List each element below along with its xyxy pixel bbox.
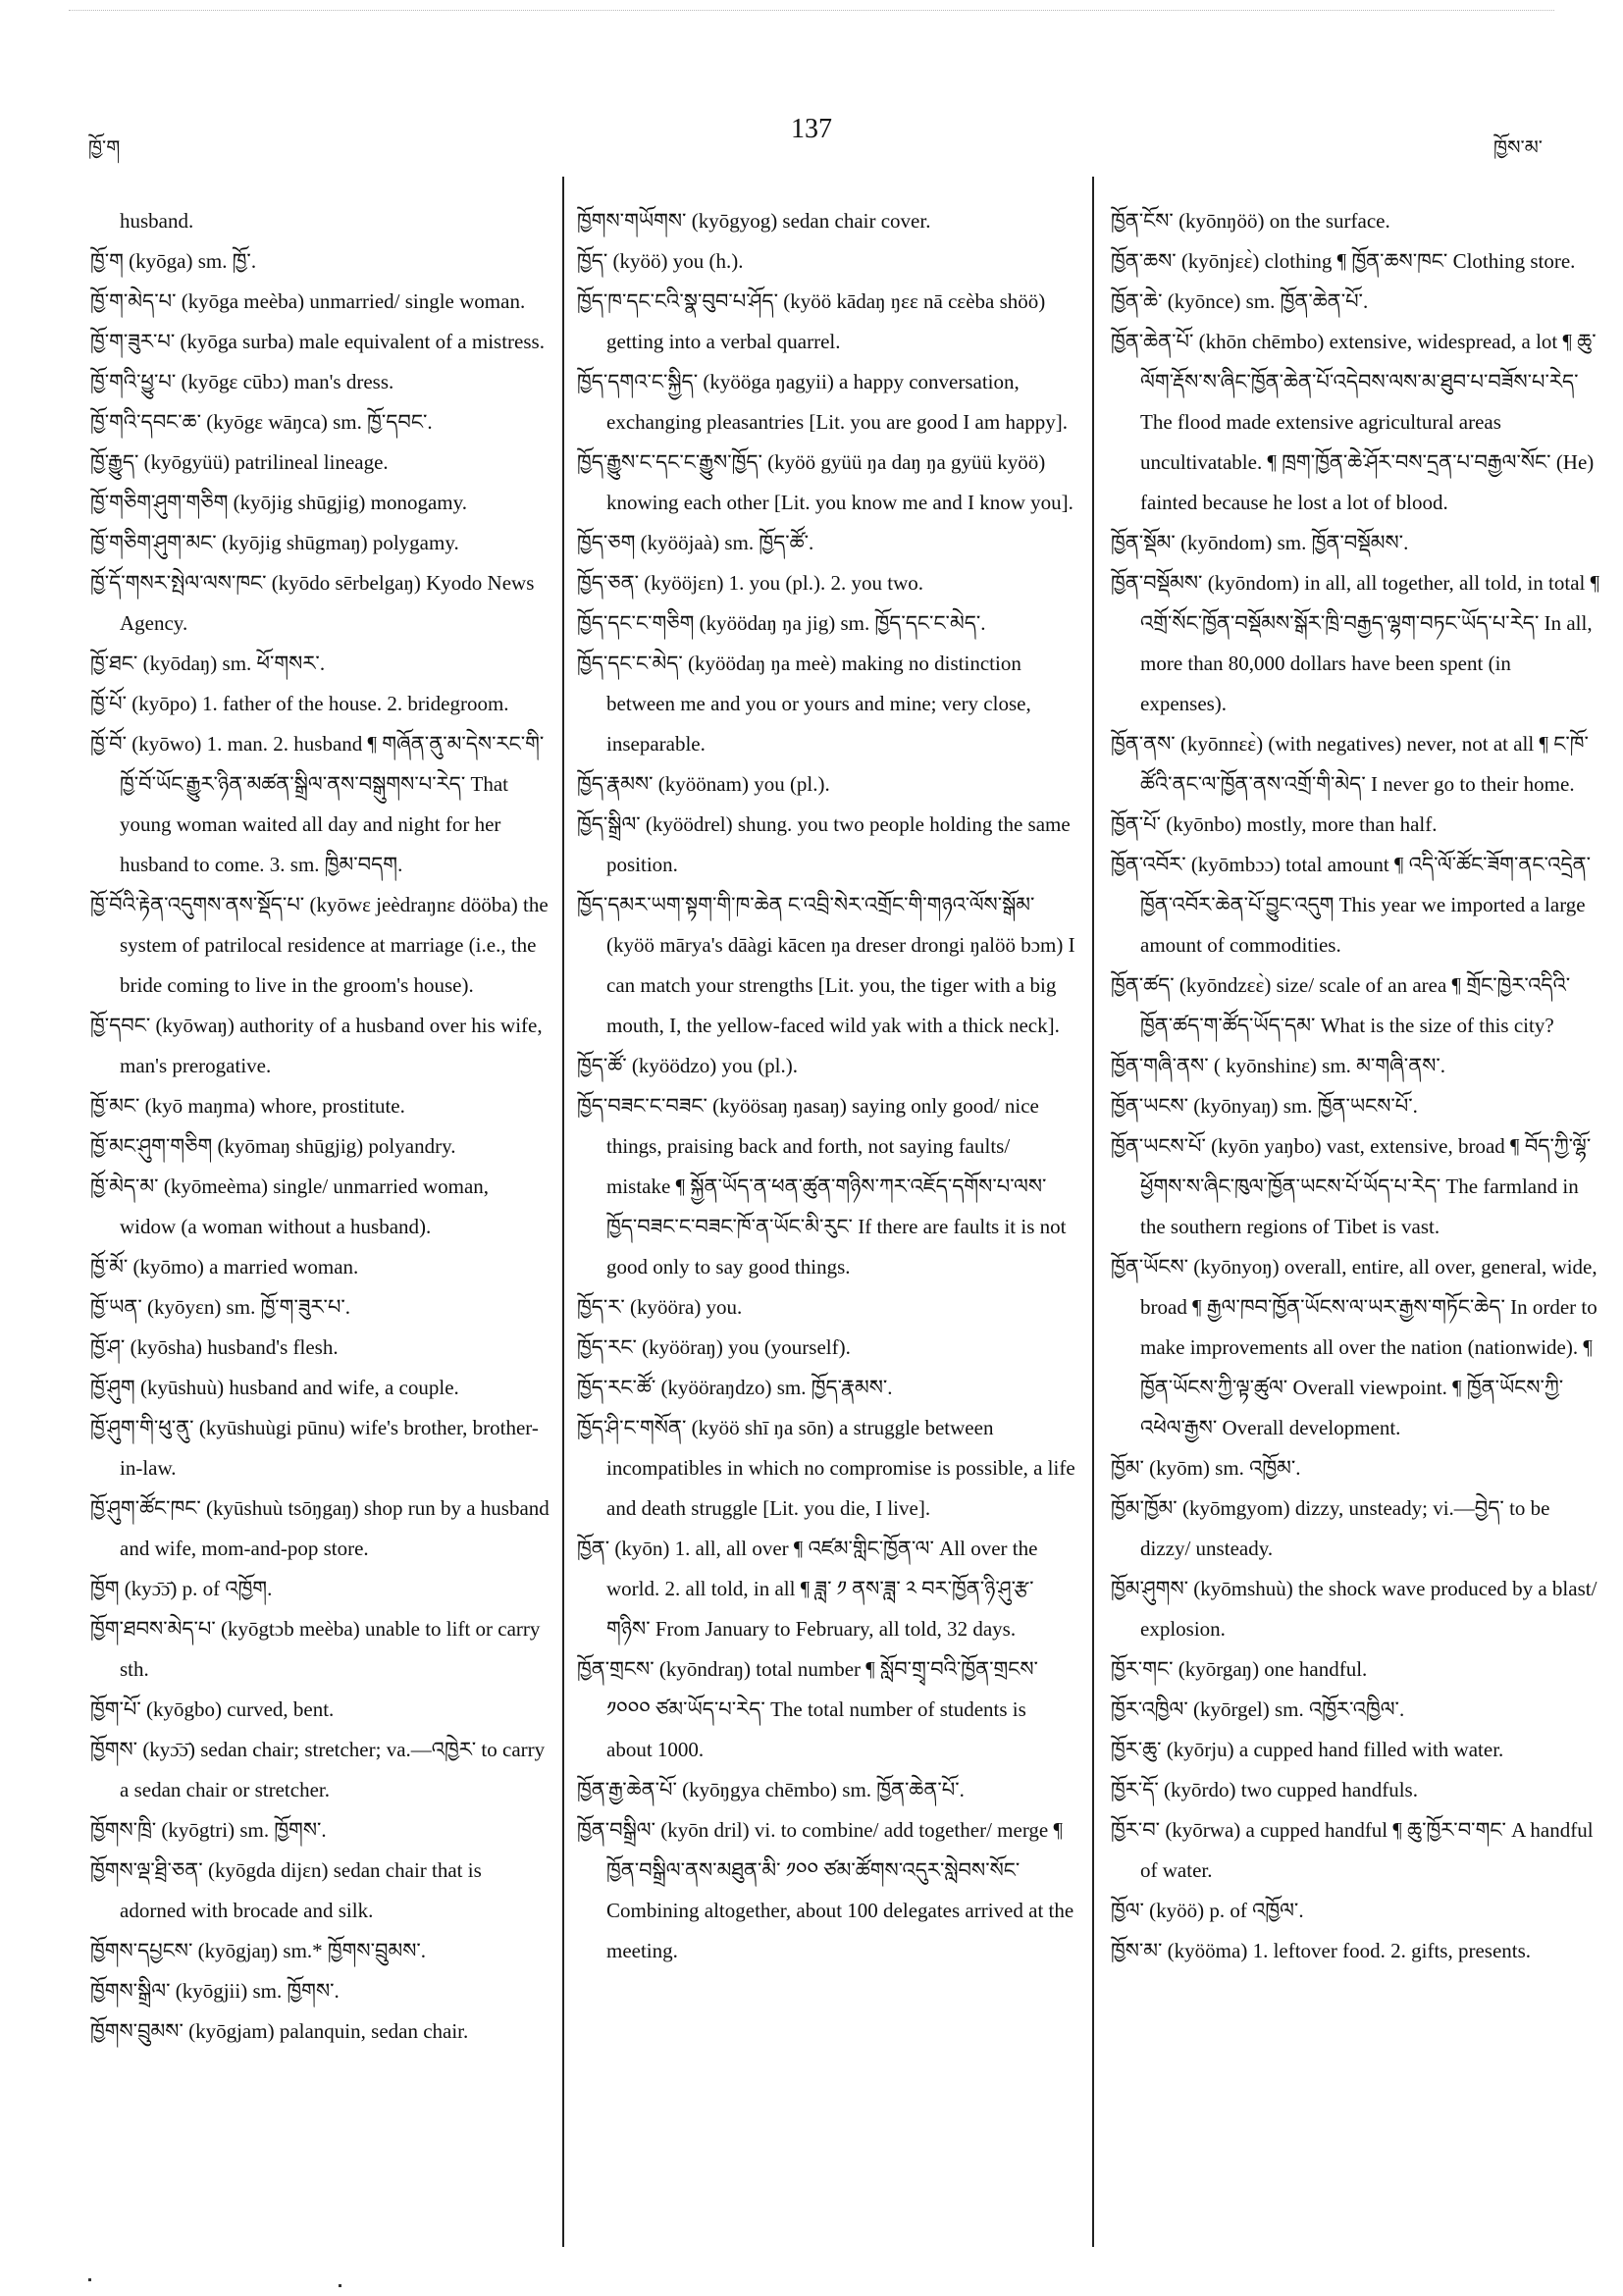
- dictionary-column-3: [1111, 201, 1601, 1971]
- page-number: 137: [791, 114, 832, 144]
- dictionary-entry: ཁྱོ་རྒྱུད་ (kyōgyüü) patrilineal lineage.: [90, 450, 389, 474]
- dictionary-entry: ཁྱོད་ཁ་དང་ངའི་སྣ་བུབ་པ་ཤོད་ (kyöö kādaŋ ŋɛɛ nā cɛèba shöö) getting into a verbal quarrel.: [577, 289, 1046, 353]
- column-divider-2: [1092, 177, 1094, 2247]
- dictionary-entry: ཁྱོད་རང་ཚོ་ (kyööraŋdzo) sm. ཁྱོད་རྣམས་.: [577, 1376, 893, 1399]
- dictionary-entry: ཁྱོ་ཐང་ (kyōdaŋ) sm. ཕོ་གསར་.: [90, 652, 326, 675]
- dictionary-entry: ཁྱོད་དགའ་ང་སྐྱིད་ (kyööga ŋagyii) a happy conversation, exchanging pleasantries [Lit. you are good I am happy].: [577, 370, 1069, 434]
- dictionary-entry: husband.: [120, 209, 194, 233]
- dictionary-entry: ཁྱོད་ར་ (kyööra) you.: [577, 1295, 743, 1319]
- dictionary-entry: ཁྱོར་བ་ (kyōrwa) a cupped handful ¶ ཆུ་ཁྱོར་བ་གང་ A handful of water.: [1111, 1818, 1594, 1882]
- dictionary-entry: ཁྱོ་ཤུག་གི་ཕུ་ནུ་ (kyūshuùgi pūnu) wife's brother, brother-in-law.: [90, 1416, 539, 1480]
- dictionary-entry: ཁྱོགས་ལྡ་ཐྲི་ཅན་ (kyōgda dijɛn) sedan chair that is adorned with brocade and silk.: [90, 1858, 482, 1922]
- dictionary-entry: ཁྱོ་མེད་མ་ (kyōmeèma) single/ unmarried woman, widow (a woman without a husband).: [90, 1174, 490, 1238]
- dictionary-entry: ཁྱོ་གའི་དབང་ཆ་ (kyōgɛ wāŋca) sm. ཁྱོ་དབང་.: [90, 410, 433, 434]
- dictionary-entry: ཁྱོགས་ (kyɔ̄ɔ̄) sedan chair; stretcher; va.—འཁྱེར་ to carry a sedan chair or stretcher.: [90, 1738, 546, 1801]
- dictionary-entry: ཁྱོན་སྡོམ་ (kyōndom) sm. ཁྱོན་བསྡོམས་.: [1111, 531, 1409, 554]
- dictionary-entry: ཁྱོར་འཁྱིལ་ (kyōrgel) sm. འཁྱོར་འཁྱིལ་.: [1111, 1697, 1405, 1721]
- dictionary-entry: ཁྱོན་ནས་ (kyōnnɛɛ̀) (with negatives) never, not at all ¶ ང་ཁོ་ཚོའི་ནང་ལ་ཁྱོན་ནས་འགྲོ་གི་མེད་ I never go to their home.: [1111, 732, 1589, 796]
- dictionary-entry: ཁྱོད་ (kyöö) you (h.).: [577, 249, 744, 273]
- dictionary-entry: ཁྱོ་ཤུག་ཚོང་ཁང་ (kyūshuù tsōŋgaŋ) shop run by a husband and wife, mom-and-pop store.: [90, 1496, 550, 1560]
- scan-speck: [88, 2278, 91, 2281]
- dictionary-entry: ཁྱོ་བོ་ (kyōwo) 1. man. 2. husband ¶ གཞོན་ནུ་མ་དེས་རང་གི་ཁྱོ་བོ་ཡོང་རྒྱུར་ཉིན་མཚན་སྒྲིལ་ནས་བསྒུགས་པ་རེད་ That young woman waited all day and night for her husband to come. 3. sm. ཁྱིམ་བདག.: [90, 732, 545, 876]
- dictionary-entry: ཁྱོད་ཤི་ང་གསོན་ (kyöö shī ŋa sōn) a struggle between incompatibles in which no compromise is possible, a life and death struggle [Lit. you die, I live].: [577, 1416, 1075, 1520]
- dictionary-column-1: [90, 201, 550, 2052]
- dictionary-entry: ཁྱོད་བཟང་ང་བཟང་ (kyöösaŋ ŋasaŋ) saying only good/ nice things, praising back and forth, not saying faults/ mistake ¶ སྐྱོན་ཡོད་ན་ཕན་ཚུན་གཉིས་ཀར་འཇོད་དགོས་པ་ལས་ཁྱོད་བཟང་ང་བཟང་ཁོ་ན་ཡོང་མི་རུང་ If there are faults it is not good only to say good things.: [577, 1094, 1067, 1278]
- dictionary-entry: ཁྱོ་བོའི་རྟེན་འདུགས་ནས་སྡོད་པ་ (kyōwɛ jeèdraŋnɛ dööba) the system of patrilocal residence at marriage (i.e., the bride coming to live in the groom's house).: [90, 893, 549, 997]
- right-guide-word: ཁྱོས་མ་: [1493, 135, 1543, 159]
- dictionary-entry: ཁྱོར་ཆུ་ (kyōrju) a cupped hand filled with water.: [1111, 1738, 1504, 1761]
- top-dotted-rule: [69, 10, 1554, 11]
- dictionary-entry: ཁྱོམ་ཁྱོམ་ (kyōmgyom) dizzy, unsteady; vi.—བྱེད་ to be dizzy/ unsteady.: [1111, 1496, 1550, 1560]
- dictionary-entry: ཁྱོགས་སྒྲིལ་ (kyōgjii) sm. ཁྱོགས་.: [90, 1979, 340, 2003]
- dictionary-entry: ཁྱོན་གཞི་ནས་ ( kyōnshinɛ) sm. མ་གཞི་ནས་.: [1111, 1054, 1446, 1077]
- dictionary-entry: ཁྱོད་ཚོ་ (kyöödzo) you (pl.).: [577, 1054, 799, 1077]
- left-guide-word: ཁྱོ་ག: [88, 135, 121, 159]
- dictionary-entry: ཁྱོས་མ་ (kyööma) 1. leftover food. 2. gifts, presents.: [1111, 1939, 1532, 1962]
- dictionary-entry: ཁྱོ་གའི་ཕྱུ་པ་ (kyōgɛ cūbɔ) man's dress.: [90, 370, 394, 393]
- dictionary-entry: ཁྱོ་མོ་ (kyōmo) a married woman.: [90, 1255, 359, 1278]
- dictionary-entry: ཁྱོ་ག (kyōga) sm. ཁྱོ་.: [90, 249, 257, 273]
- dictionary-entry: ཁྱོད་རྣམས་ (kyöönam) you (pl.).: [577, 772, 830, 796]
- dictionary-entry: ཁྱོན་བསྒྲིལ་ (kyōn dril) vi. to combine/ add together/ merge ¶ ཁྱོན་བསྒྲིལ་ནས་མཐུན་མི་ ༡༠༠ ཙམ་ཚོགས་འདུར་སླེབས་སོང་ Combining altogether, about 100 delegates arrived at the meeting.: [577, 1818, 1074, 1962]
- dictionary-entry: ཁྱོལ་ (kyöö) p. of འཁྱོལ་.: [1111, 1899, 1304, 1922]
- dictionary-column-2: [577, 201, 1075, 1971]
- dictionary-entry: ཁྱོ་ག་ཟུར་པ་ (kyōga surba) male equivalent of a mistress.: [90, 330, 545, 353]
- dictionary-entry: ཁྱོན་ཡོངས་ (kyōnyoŋ) overall, entire, all over, general, wide, broad ¶ རྒྱལ་ཁབ་ཁྱོན་ཡོངས་ལ་ཡར་རྒྱས་གཏོང་ཆེད་ In order to make improvements all over the nation (nationwide). ¶ ཁྱོན་ཡོངས་ཀྱི་ལྟ་ཚུལ་ Overall viewpoint. ¶ ཁྱོན་ཡོངས་ཀྱི་འཕེལ་རྒྱས་ Overall development.: [1111, 1255, 1597, 1439]
- dictionary-entry: ཁྱོན་པོ་ (kyōnbo) mostly, more than half.: [1111, 812, 1438, 836]
- dictionary-entry: ཁྱོགས་དཔྱངས་ (kyōgjaŋ) sm.* ཁྱོགས་བྲུམས་.: [90, 1939, 427, 1962]
- dictionary-entry: ཁྱོགས་གཡོགས་ (kyōgyog) sedan chair cover.: [577, 209, 931, 233]
- dictionary-entry: ཁྱོན་ཆེ་ (kyōnce) sm. ཁྱོན་ཆེན་པོ་.: [1111, 289, 1369, 313]
- dictionary-entry: ཁྱོམ་ (kyōm) sm. འཁྱོམ་.: [1111, 1456, 1301, 1480]
- column-divider-1: [562, 177, 564, 2247]
- dictionary-entry: ཁྱོར་དོ་ (kyōrdo) two cupped handfuls.: [1111, 1778, 1418, 1801]
- dictionary-entry: ཁྱོ་དོ་གསར་སྤེལ་ལས་ཁང་ (kyōdo sērbelgaŋ) Kyodo News Agency.: [90, 571, 535, 635]
- dictionary-entry: ཁྱོད་ཅན་ (kyööjɛn) 1. you (pl.). 2. you two.: [577, 571, 924, 595]
- dictionary-entry: ཁྱོ་མང་ (kyō maŋma) whore, prostitute.: [90, 1094, 405, 1118]
- dictionary-entry: ཁྱོན་ངོས་ (kyōnŋöö) on the surface.: [1111, 209, 1390, 233]
- dictionary-entry: ཁྱོན་བསྡོམས་ (kyōndom) in all, all together, all told, in total ¶ འགྲོ་སོང་ཁྱོན་བསྡོམས་སྒོར་ཁྲི་བརྒྱད་ལྷག་བཏང་ཡོད་པ་རེད་ In all, more than 80,000 dollars have been spent (in expenses).: [1111, 571, 1600, 715]
- dictionary-entry: ཁྱོན་འབོར་ (kyōmbɔɔ) total amount ¶ འདི་ལོ་ཚོང་ཟོག་ནང་འདྲེན་ཁྱོན་འབོར་ཆེན་པོ་བྱུང་འདུག This year we imported a large amount of commodities.: [1111, 853, 1592, 957]
- dictionary-entry: ཁྱོར་གང་ (kyōrgaŋ) one handful.: [1111, 1657, 1368, 1681]
- dictionary-entry: ཁྱོ་ཤུག (kyūshuù) husband and wife, a couple.: [90, 1376, 459, 1399]
- dictionary-entry: ཁྱོག་པོ་ (kyōgbo) curved, bent.: [90, 1697, 335, 1721]
- dictionary-entry: ཁྱོན་ཆེན་པོ་ (khōn chēmbo) extensive, widespread, a lot ¶ ཆུ་ལོག་རྡོས་ས་ཞིང་ཁྱོན་ཆེན་པོ་འདེབས་ལས་མ་ཐུབ་པ་བཟོས་པ་རེད་ The flood made extensive agricultural areas uncultivatable. ¶ ཁྲག་ཁྱོན་ཆེ་ཤོར་བས་དྲན་པ་བརྒྱལ་སོང་ (He) fainted because he lost a lot of blood.: [1111, 330, 1597, 514]
- dictionary-entry: ཁྱོད་རྒྱུས་ང་དང་ང་རྒྱུས་ཁྱོད་ (kyöö gyüü ŋa daŋ ŋa gyüü kyöö) knowing each other [Lit. you know me and I know you].: [577, 450, 1073, 514]
- dictionary-entry: ཁྱོ་པོ་ (kyōpo) 1. father of the house. 2. bridegroom.: [90, 692, 509, 715]
- dictionary-entry: ཁྱོ་ཤ་ (kyōsha) husband's flesh.: [90, 1335, 339, 1359]
- dictionary-entry: ཁྱོག (kyɔ̄ɔ̄) p. of འཁྱོག.: [90, 1577, 273, 1600]
- dictionary-entry: ཁྱོམ་ཤུགས་ (kyōmshuù) the shock wave produced by a blast/ explosion.: [1111, 1577, 1597, 1641]
- dictionary-entry: ཁྱོད་དང་ང་མེད་ (kyöödaŋ ŋa meè) making no distinction between me and you or yours and mine; very close, inseparable.: [577, 652, 1031, 756]
- dictionary-entry: ཁྱོད་རང་ (kyööraŋ) you (yourself).: [577, 1335, 851, 1359]
- dictionary-entry: ཁྱོ་མང་ཤུག་གཅིག (kyōmaŋ shūgjig) polyandry.: [90, 1134, 456, 1158]
- dictionary-entry: ཁྱོ་ཡན་ (kyōyɛn) sm. ཁྱོ་ག་ཟུར་པ་.: [90, 1295, 351, 1319]
- dictionary-entry: ཁྱོག་ཐབས་མེད་པ་ (kyōgtɔb meèba) unable to lift or carry sth.: [90, 1617, 541, 1681]
- dictionary-entry: ཁྱོད་སྒྲིལ་ (kyöödrel) shung. you two people holding the same position.: [577, 812, 1071, 876]
- dictionary-entry: ཁྱོད་དམར་ཡག་སྟག་གི་ཁ་ཆེན ང་འབྲི་སེར་འགྲོང་གི་གཉའ་ལོས་སྒོམ་ (kyöö mārya's dāàgi kācen ŋa dreser drongi ŋalöö bɔm) I can match your strengths [Lit. you, the tiger with a big mouth, I, the yellow-faced wild yak with a thick neck].: [577, 893, 1075, 1037]
- dictionary-entry: ཁྱོན་ཡངས་པོ་ (kyōn yaŋbo) vast, extensive, broad ¶ བོད་ཀྱི་ལྷོ་ཕྱོགས་ས་ཞིང་ཁུལ་ཁྱོན་ཡངས་པོ་ཡོད་པ་རེད་ The farmland in the southern regions of Tibet is vast.: [1111, 1134, 1592, 1238]
- dictionary-entry: ཁྱོད་ཅག (kyööjaà) sm. ཁྱོད་ཚོ་.: [577, 531, 814, 554]
- scan-speck: [339, 2284, 341, 2287]
- dictionary-entry: ཁྱོན་ (kyōn) 1. all, all over ¶ འཛམ་གླིང་ཁྱོན་ལ་ All over the world. 2. all told, in all ¶ ཟླ་ ༡ ནས་ཟླ་ ༢ བར་ཁྱོན་ཉི་ཤུ་རྩ་གཉིས་ From January to February, all told, 32 days.: [577, 1537, 1038, 1641]
- dictionary-entry: ཁྱོན་རྒྱ་ཆེན་པོ་ (kyōŋgya chēmbo) sm. ཁྱོན་ཆེན་པོ་.: [577, 1778, 965, 1801]
- dictionary-entry: ཁྱོ་གཅིག་ཤུག་མང་ (kyōjig shūgmaŋ) polygamy.: [90, 531, 459, 554]
- dictionary-entry: ཁྱོ་དབང་ (kyōwaŋ) authority of a husband over his wife, man's prerogative.: [90, 1014, 543, 1077]
- dictionary-entry: ཁྱོགས་བྲུམས་ (kyōgjam) palanquin, sedan chair.: [90, 2019, 469, 2043]
- dictionary-entry: ཁྱོ་ག་མེད་པ་ (kyōga meèba) unmarried/ single woman.: [90, 289, 526, 313]
- dictionary-entry: ཁྱོན་གྲངས་ (kyōndraŋ) total number ¶ སློབ་གྲྭ་བའི་ཁྱོན་གྲངས་ ༡༠༠༠ ཙམ་ཡོད་པ་རེད་ The total number of students is about 1000.: [577, 1657, 1038, 1761]
- dictionary-entry: ཁྱོགས་ཁྲི་ (kyōgtri) sm. ཁྱོགས་.: [90, 1818, 327, 1842]
- dictionary-entry: ཁྱོན་ཚད་ (kyōndzɛɛ̀) size/ scale of an area ¶ གྲོང་ཁྱེར་འདིའི་ཁྱོན་ཚད་ག་ཚོད་ཡོད་དམ་ What is the size of this city?: [1111, 973, 1571, 1037]
- dictionary-entry: ཁྱོ་གཅིག་ཤུག་གཅིག (kyōjig shūgjig) monogamy.: [90, 491, 467, 514]
- dictionary-entry: ཁྱོད་དང་ང་གཅིག (kyöödaŋ ŋa jig) sm. ཁྱོད་དང་ང་མེད་.: [577, 611, 986, 635]
- dictionary-entry: ཁྱོན་ཆས་ (kyōnjɛɛ̀) clothing ¶ ཁྱོན་ཆས་ཁང་ Clothing store.: [1111, 249, 1576, 273]
- dictionary-entry: ཁྱོན་ཡངས་ (kyōnyaŋ) sm. ཁྱོན་ཡངས་པོ་.: [1111, 1094, 1418, 1118]
